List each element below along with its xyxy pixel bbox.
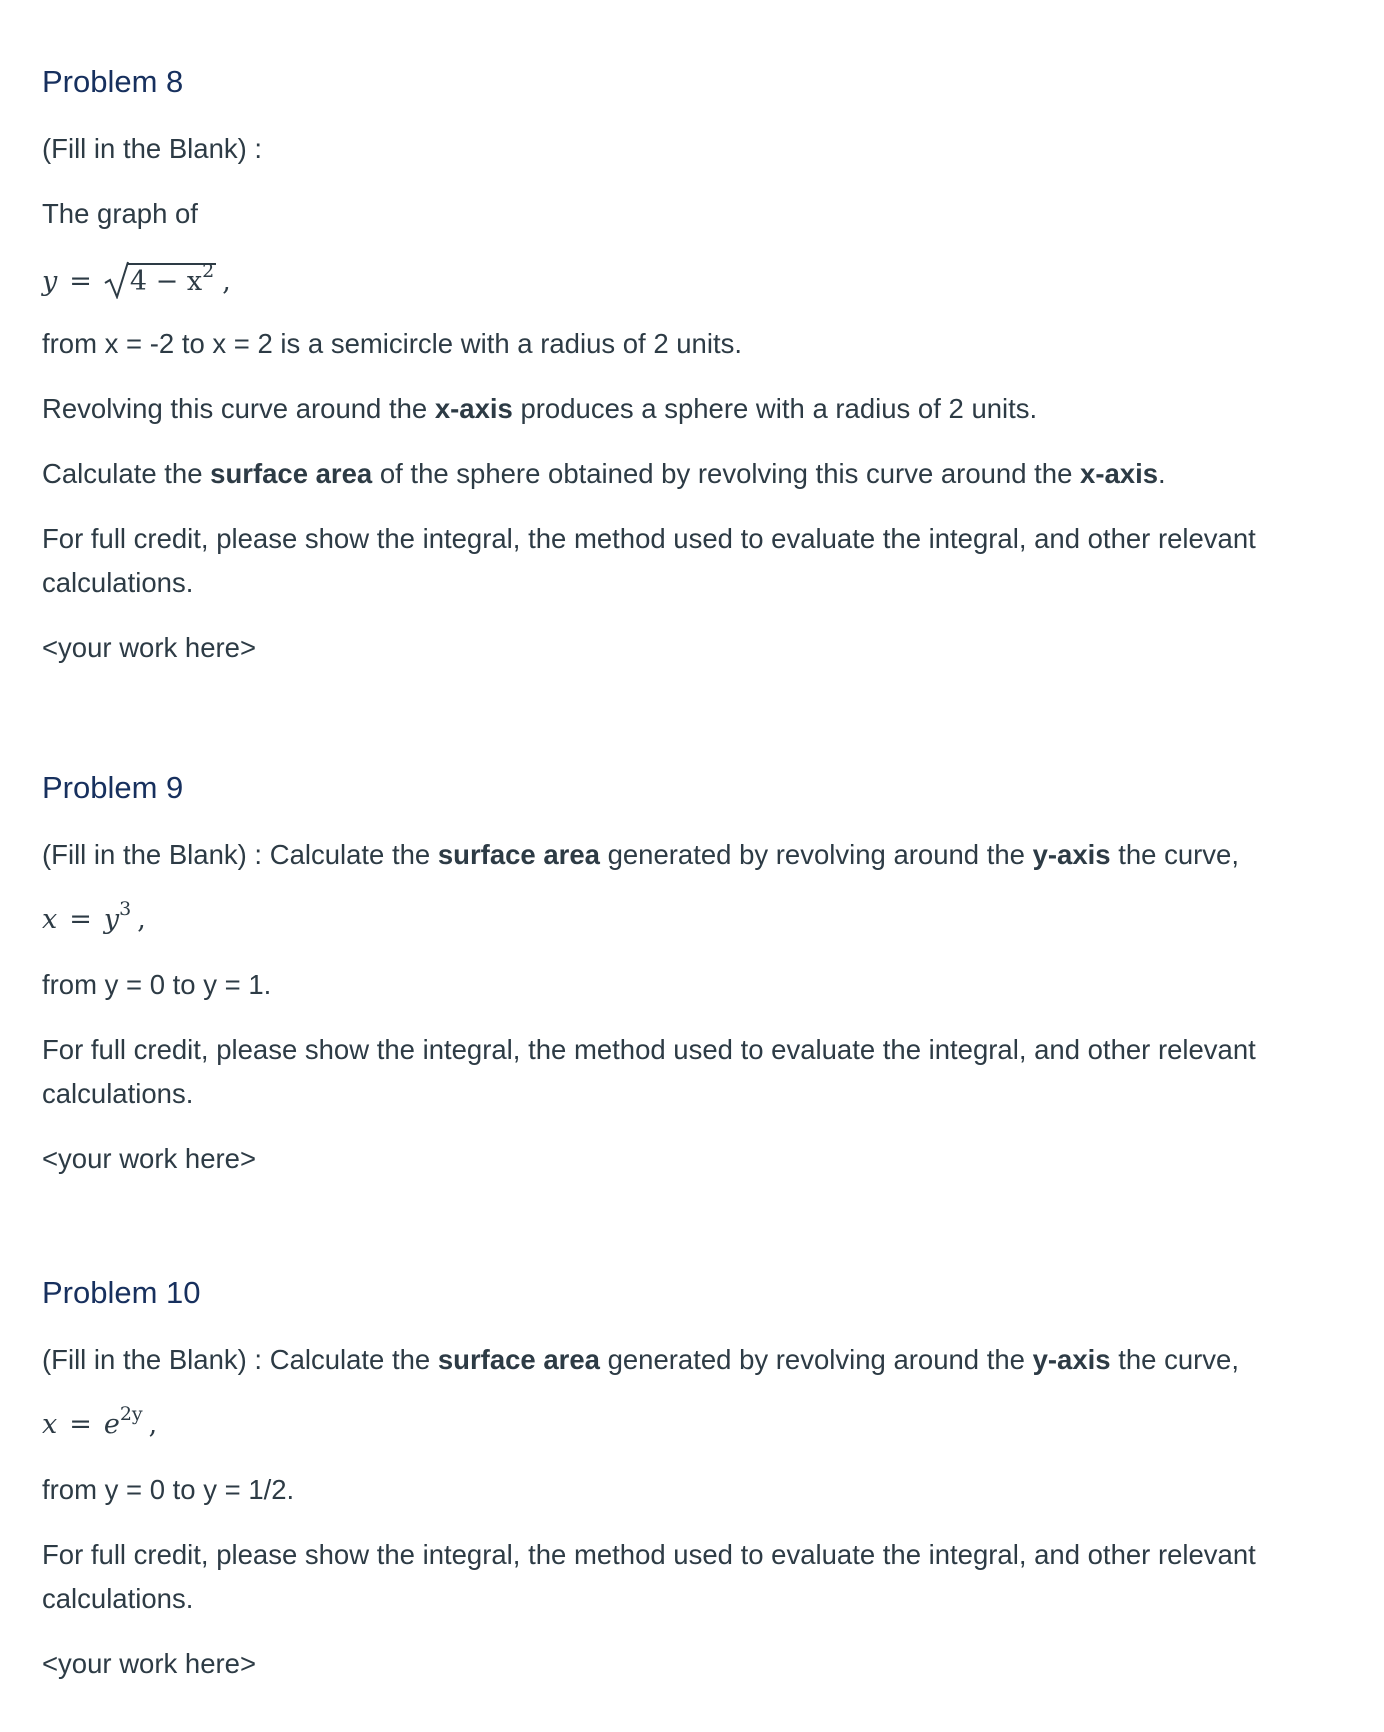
problem-calc <box>42 452 1342 496</box>
problem-intro <box>42 833 1342 877</box>
equation-equals: = <box>69 266 92 297</box>
bold-term: x-axis <box>434 393 513 424</box>
problem-credit: For full credit, please show the integral, the method used to evaluate the integral, and other relevant calculations. <box>42 1539 1256 1614</box>
text-segment: (Fill in the Blank) : Calculate the <box>42 839 438 870</box>
radicand <box>128 260 216 299</box>
text-segment: produces a sphere with a radius of 2 units. <box>512 393 1038 424</box>
equation-exponent: 2y <box>119 1403 143 1425</box>
bold-term: y-axis <box>1032 839 1111 870</box>
text-segment: . <box>1158 458 1166 489</box>
work-placeholder: <your work here> <box>42 1648 256 1679</box>
problem-intro: (Fill in the Blank) : <box>42 133 263 164</box>
problem-9 <box>42 764 1342 1181</box>
work-placeholder: <your work here> <box>42 1143 256 1174</box>
problem-8 <box>42 58 1342 670</box>
bold-term: y-axis <box>1032 1344 1111 1375</box>
work-placeholder: <your work here> <box>42 632 256 663</box>
bold-term: surface area <box>210 458 373 489</box>
text-segment: Revolving this curve around the <box>42 393 435 424</box>
text-segment: Calculate the <box>42 458 211 489</box>
text-segment: the curve, <box>1110 839 1239 870</box>
bold-term: surface area <box>437 1344 600 1375</box>
equation-base: y <box>103 904 120 935</box>
problem-revolve <box>42 387 1342 431</box>
text-segment: generated by revolving around the <box>599 839 1033 870</box>
text-segment: generated by revolving around the <box>599 1344 1033 1375</box>
equation <box>42 257 1342 301</box>
radicand-exponent: 2 <box>202 260 215 282</box>
bold-term: x-axis <box>1080 458 1159 489</box>
equation-exponent: 3 <box>119 898 132 920</box>
text-segment: the curve, <box>1110 1344 1239 1375</box>
problem-range: from x = -2 to x = 2 is a semicircle with a radius of 2 units. <box>42 328 742 359</box>
equation <box>42 898 1342 942</box>
problem-range: from y = 0 to y = 1. <box>42 969 272 1000</box>
problem-title: Problem 9 <box>42 770 184 805</box>
problem-title: Problem 10 <box>42 1275 201 1310</box>
equation-lhs: x <box>42 904 58 935</box>
equation-equals: = <box>69 904 92 935</box>
bold-term: surface area <box>437 839 600 870</box>
equation-comma: , <box>148 1409 158 1440</box>
problem-range: from y = 0 to y = 1/2. <box>42 1474 295 1505</box>
text-segment: (Fill in the Blank) : Calculate the <box>42 1344 438 1375</box>
equation-base: e <box>103 1409 120 1440</box>
equation <box>42 1403 1342 1447</box>
problem-10 <box>42 1269 1342 1686</box>
square-root <box>104 257 216 304</box>
problem-credit: For full credit, please show the integral, the method used to evaluate the integral, and other relevant calculations. <box>42 1034 1256 1109</box>
radical-sign-icon <box>104 261 130 299</box>
problem-credit: For full credit, please show the integral, the method used to evaluate the integral, and other relevant calculations. <box>42 523 1256 598</box>
radicand-text: 4 − x <box>129 266 203 297</box>
equation-comma: , <box>137 904 146 935</box>
equation-lhs: y <box>42 266 58 297</box>
equation-equals: = <box>69 1409 92 1440</box>
problem-intro <box>42 1338 1342 1382</box>
text-segment: of the sphere obtained by revolving this curve around the <box>372 458 1081 489</box>
equation-comma: , <box>222 266 231 297</box>
problem-lead: The graph of <box>42 198 198 229</box>
problem-title: Problem 8 <box>42 64 184 99</box>
equation-lhs: x <box>42 1409 58 1440</box>
